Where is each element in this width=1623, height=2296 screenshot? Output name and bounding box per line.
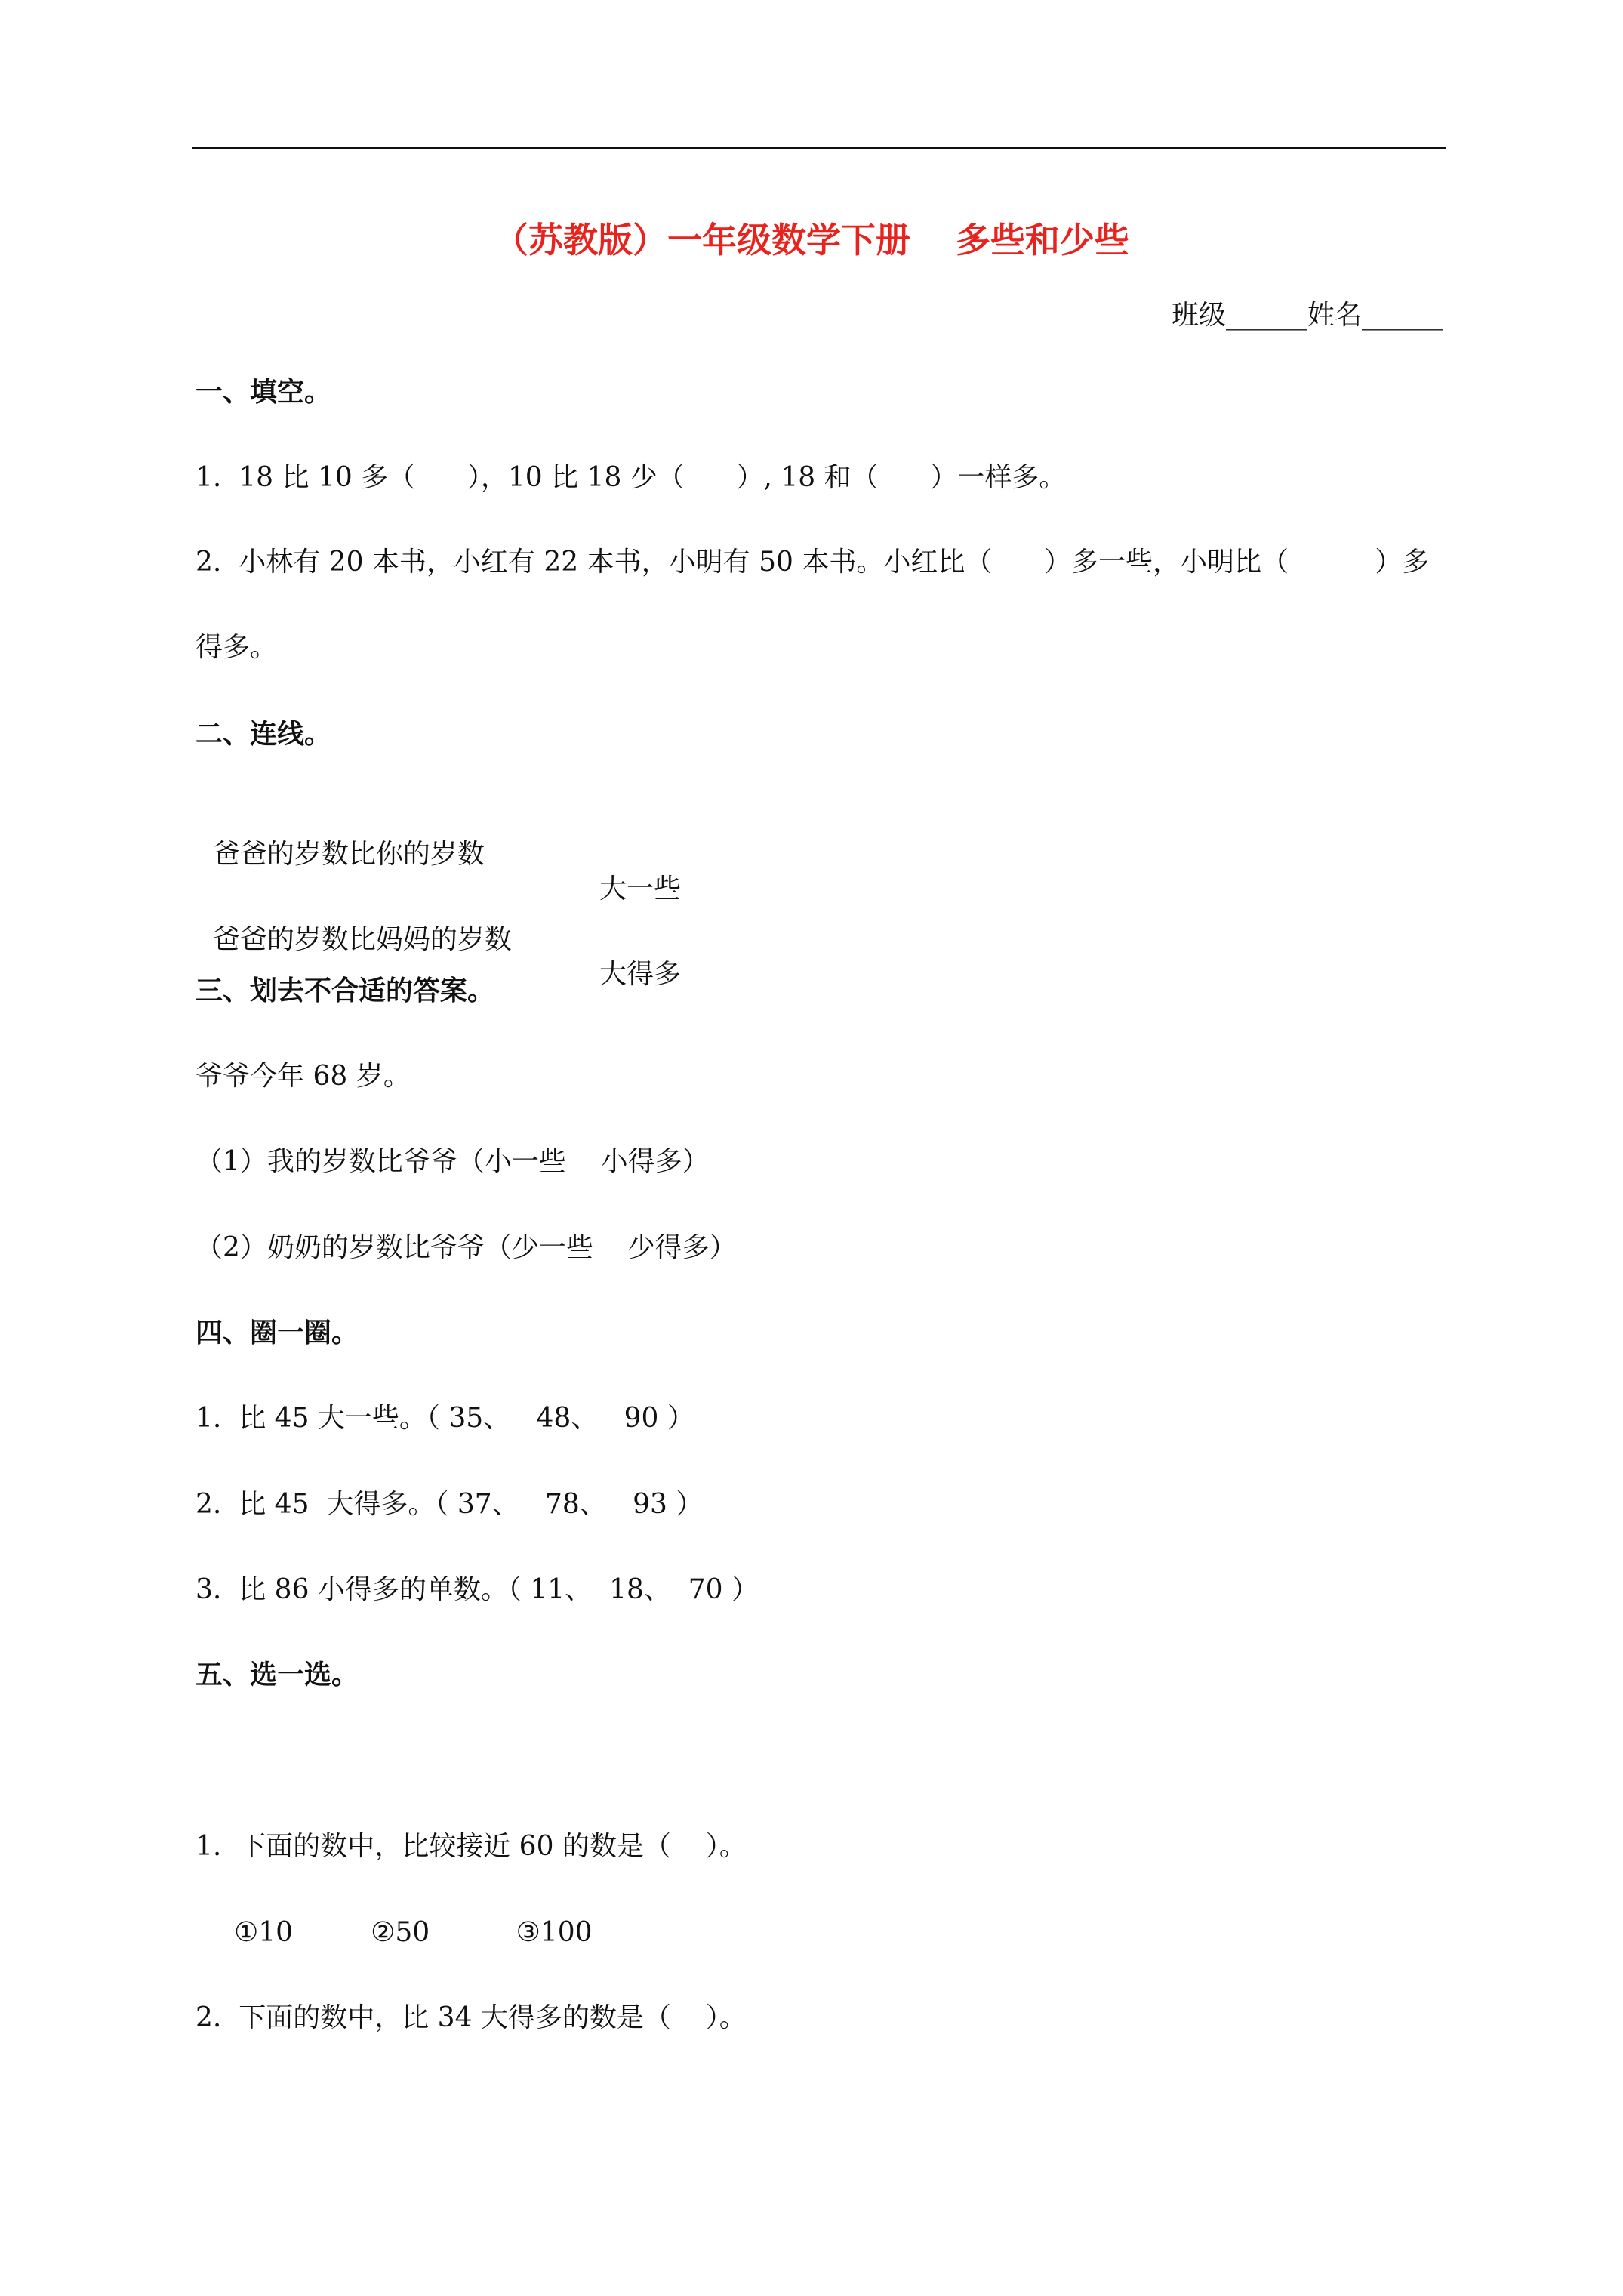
section5-question-1-options: ①10 ②50 ③100 (234, 1917, 593, 1948)
header-rule (192, 147, 1446, 149)
matching-right-item[interactable]: 大一些 (599, 874, 682, 905)
section2-heading: 二、连线。 (196, 719, 332, 750)
section1-question-2-line-1: 2. 小林有 20 本书，小红有 22 本书，小明有 50 本书。小红比（ ）多一些，小明比（ ）多 (196, 547, 1430, 578)
title-part-2: 多些和少些 (956, 220, 1129, 260)
section1-question-2-line-2: 得多。 (196, 632, 278, 663)
matching-right-item[interactable]: 大得多 (599, 959, 682, 990)
section3-heading: 三、划去不合适的答案。 (196, 975, 495, 1006)
title-part-1: （苏教版）一年级数学下册 (494, 220, 910, 260)
section4-question-1: 1. 比 45 大一些。（ 35、 48、 90 ） (196, 1403, 694, 1434)
matching-left-item[interactable]: 爸爸的岁数比你的岁数 (212, 839, 485, 870)
section5-question-1: 1. 下面的数中，比较接近 60 的数是（ ）。 (196, 1831, 747, 1862)
class-name-field[interactable]: 班级______姓名______ (1171, 300, 1443, 331)
section4-question-3: 3. 比 86 小得多的单数。（ 11、 18、 70 ） (196, 1574, 759, 1605)
section1-heading: 一、填空。 (196, 377, 332, 408)
section4-heading: 四、圈一圈。 (196, 1318, 359, 1348)
section3-question-2: （2）奶奶的岁数比爷爷（少一些 少得多） (196, 1232, 737, 1263)
page-title (0, 219, 1623, 261)
section5-heading: 五、选一选。 (196, 1660, 359, 1690)
section3-intro: 爷爷今年 68 岁。 (196, 1061, 411, 1092)
section4-question-2: 2. 比 45 大得多。（ 37、 78、 93 ） (196, 1489, 704, 1520)
section5-question-2: 2. 下面的数中，比 34 大得多的数是（ ）。 (196, 2002, 747, 2033)
matching-left-item[interactable]: 爸爸的岁数比妈妈的岁数 (212, 924, 512, 955)
section1-question-1: 1. 18 比 10 多（ ），10 比 18 少（ ）, 18 和（ ）一样多。 (196, 462, 1067, 493)
section3-question-1: （1）我的岁数比爷爷（小一些 小得多） (196, 1146, 710, 1177)
